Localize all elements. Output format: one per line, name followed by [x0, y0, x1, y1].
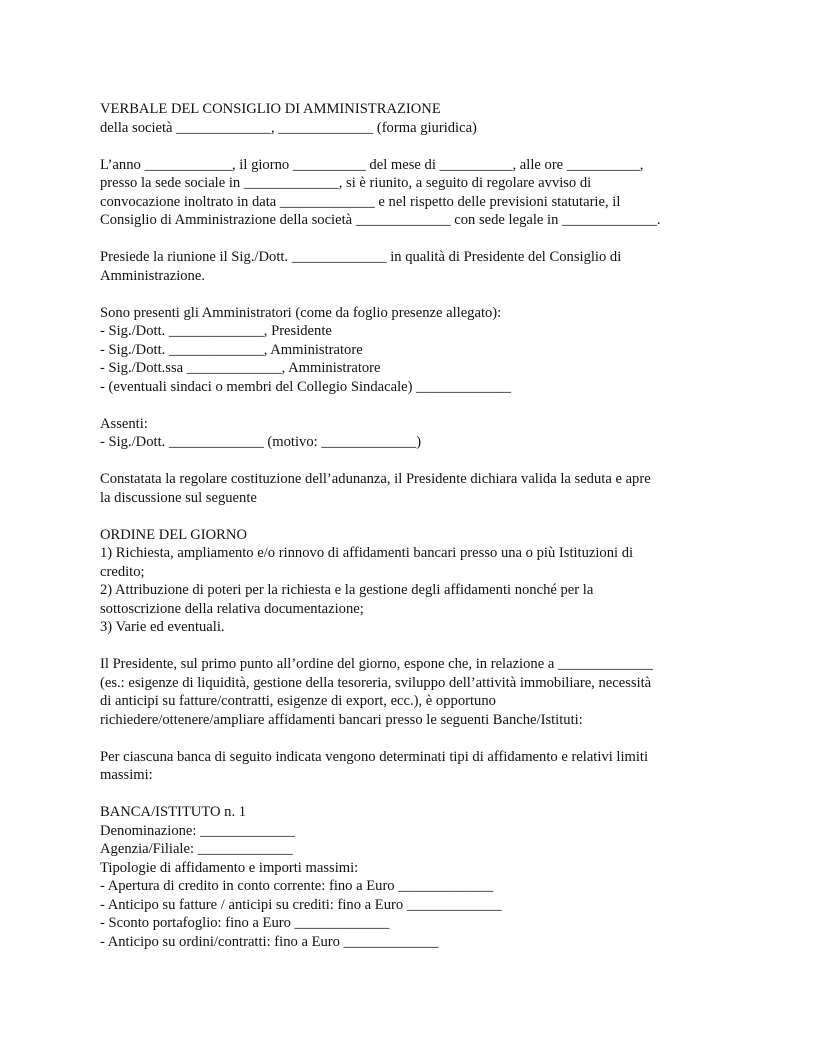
paragraph [100, 748, 722, 785]
paragraph [100, 526, 722, 637]
text-line: - Apertura di credito in conto corrente: fino a Euro _____________ [100, 878, 494, 894]
paragraph [100, 415, 722, 452]
text-line: Sono presenti gli Amministratori (come da foglio presenze allegato): [100, 304, 502, 321]
paragraph-spacer [100, 507, 722, 526]
paragraph [100, 248, 722, 285]
text-line: - Sig./Dott. _____________, Amministratore [100, 341, 363, 358]
text-line: presso la sede sociale in _____________, si è riunito, a seguito di regolare avviso di [100, 175, 592, 191]
text-line: 2) Attribuzione di poteri per la richiesta e la gestione degli affidamenti nonché per la [100, 582, 594, 598]
text-line: credito; [100, 563, 145, 580]
text-line: Denominazione: _____________ [100, 822, 295, 839]
text-line: - Sig./Dott. _____________ (motivo: _____________) [100, 434, 422, 450]
paragraph-spacer [100, 729, 722, 748]
paragraph [100, 100, 722, 137]
paragraph [100, 156, 722, 230]
text-line: sottoscrizione della relativa documentazione; [100, 600, 364, 617]
text-line: Per ciascuna banca di seguito indicata vengono determinati tipi di affidamento e relativi limiti [100, 748, 649, 765]
document-body [100, 100, 722, 951]
text-line: (es.: esigenze di liquidità, gestione della tesoreria, sviluppo dell’attività immobiliare, necessità [100, 674, 652, 691]
text-line: Tipologie di affidamento e importi massimi: [100, 859, 359, 876]
text-line: - Sig./Dott.ssa _____________, Amministratore [100, 360, 381, 376]
text-line: BANCA/ISTITUTO n. 1 [100, 804, 247, 820]
text-line: L’anno ____________, il giorno __________ del mese di __________, alle ore __________, [100, 156, 644, 173]
text-line: di anticipi su fatture/contratti, esigenze di export, ecc.), è opportuno [100, 693, 496, 709]
text-line: Presiede la riunione il Sig./Dott. _____________ in qualità di Presidente del Consiglio di [100, 249, 622, 265]
text-line: - Anticipo su ordini/contratti: fino a Euro _____________ [100, 933, 439, 950]
text-line: la discussione sul seguente [100, 489, 257, 506]
paragraph [100, 655, 722, 729]
text-line: Agenzia/Filiale: _____________ [100, 841, 293, 857]
text-line: richiedere/ottenere/ampliare affidamenti bancari presso le seguenti Banche/Istituti: [100, 711, 583, 728]
text-line: ORDINE DEL GIORNO [100, 526, 247, 543]
text-line: - Sconto portafoglio: fino a Euro _____________ [100, 915, 390, 931]
paragraph-spacer [100, 396, 722, 415]
text-line: Constatata la regolare costituzione dell’adunanza, il Presidente dichiara valida la seduta e apre [100, 471, 651, 487]
paragraph-spacer [100, 230, 722, 249]
text-line: 3) Varie ed eventuali. [100, 619, 225, 635]
paragraph-spacer [100, 285, 722, 304]
paragraph-spacer [100, 452, 722, 471]
text-line: - Sig./Dott. _____________, Presidente [100, 323, 332, 339]
paragraph [100, 470, 722, 507]
text-line: Amministrazione. [100, 267, 205, 284]
text-line: convocazione inoltrato in data _____________ e nel rispetto delle previsioni statutarie, il [100, 193, 621, 210]
text-line: Consiglio di Amministrazione della società _____________ con sede legale in _____________. [100, 212, 661, 228]
paragraph-spacer [100, 785, 722, 804]
paragraph-spacer [100, 137, 722, 156]
text-line: Il Presidente, sul primo punto all’ordine del giorno, espone che, in relazione a _____________ [100, 656, 653, 672]
text-line: 1) Richiesta, ampliamento e/o rinnovo di affidamenti bancari presso una o più Istituzioni di [100, 545, 634, 561]
text-line: Assenti: [100, 415, 148, 432]
text-line: VERBALE DEL CONSIGLIO DI AMMINISTRAZIONE [100, 101, 441, 117]
paragraph [100, 803, 722, 951]
text-line: massimi: [100, 767, 153, 783]
text-line: - (eventuali sindaci o membri del Collegio Sindacale) _____________ [100, 378, 511, 395]
text-line: della società _____________, _____________ (forma giuridica) [100, 119, 477, 136]
text-line: - Anticipo su fatture / anticipi su crediti: fino a Euro _____________ [100, 896, 502, 913]
paragraph [100, 304, 722, 397]
paragraph-spacer [100, 637, 722, 656]
